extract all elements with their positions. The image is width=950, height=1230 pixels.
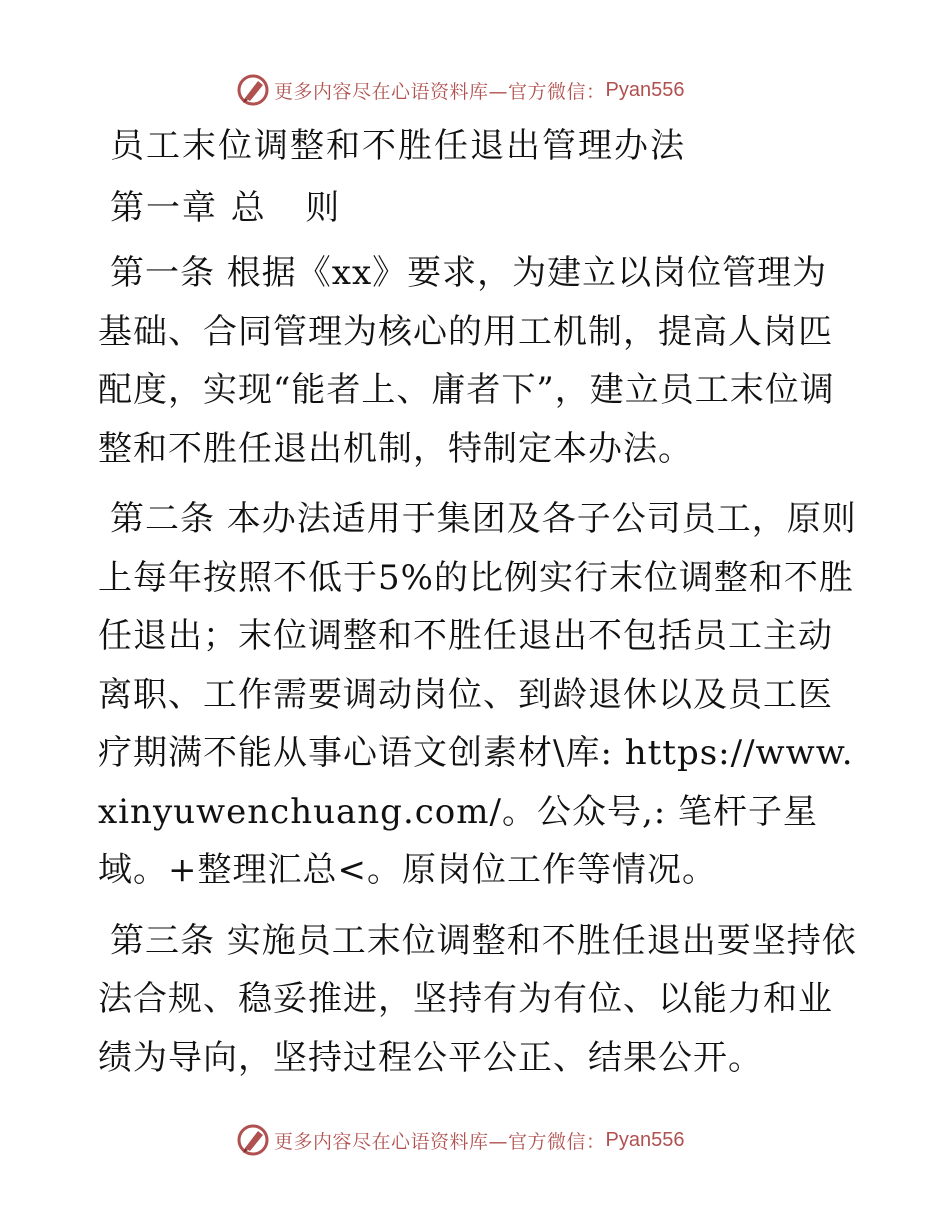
pen-logo-icon [236, 1123, 270, 1157]
article-2: 第二条 本办法适用于集团及各子公司员工，原则上每年按照不低于5%的比例实行末位调整和不胜任退出；末位调整和不胜任退出不包括员工主动离职、工作需要调动岗位、到龄退休以及员工医疗期满不能从事心语文创素材\库: https://www.xinyuwenchuang.com/。公众号,: 笔杆子星域。+整理汇总<。原岗位工作等情况。 [98, 499, 857, 890]
document-body [98, 116, 858, 1087]
footer-watermark [236, 1122, 684, 1158]
article-1: 第一条 根据《xx》要求，为建立以岗位管理为基础、合同管理为核心的用工机制，提高人岗匹配度，实现“能者上、庸者下”，建立员工末位调整和不胜任退出机制，特制定本办法。 [98, 253, 835, 469]
article-3: 第三条 实施员工末位调整和不胜任退出要坚持依法合规、稳妥推进，坚持有为有位、以能力和业绩为导向，坚持过程公平公正、结果公开。 [98, 920, 857, 1078]
chapter-heading: 第一章 总 则 [110, 188, 342, 228]
watermark-text: 更多内容尽在心语资料库—官方微信： [274, 80, 606, 103]
watermark-wechat-id: Pyan556 [605, 78, 685, 101]
document-title: 员工末位调整和不胜任退出管理办法 [110, 126, 686, 166]
watermark-wechat-id: Pyan556 [605, 1128, 685, 1151]
pen-logo-icon [236, 73, 270, 107]
watermark-text: 更多内容尽在心语资料库—官方微信： [274, 1130, 606, 1153]
header-watermark [236, 72, 684, 108]
